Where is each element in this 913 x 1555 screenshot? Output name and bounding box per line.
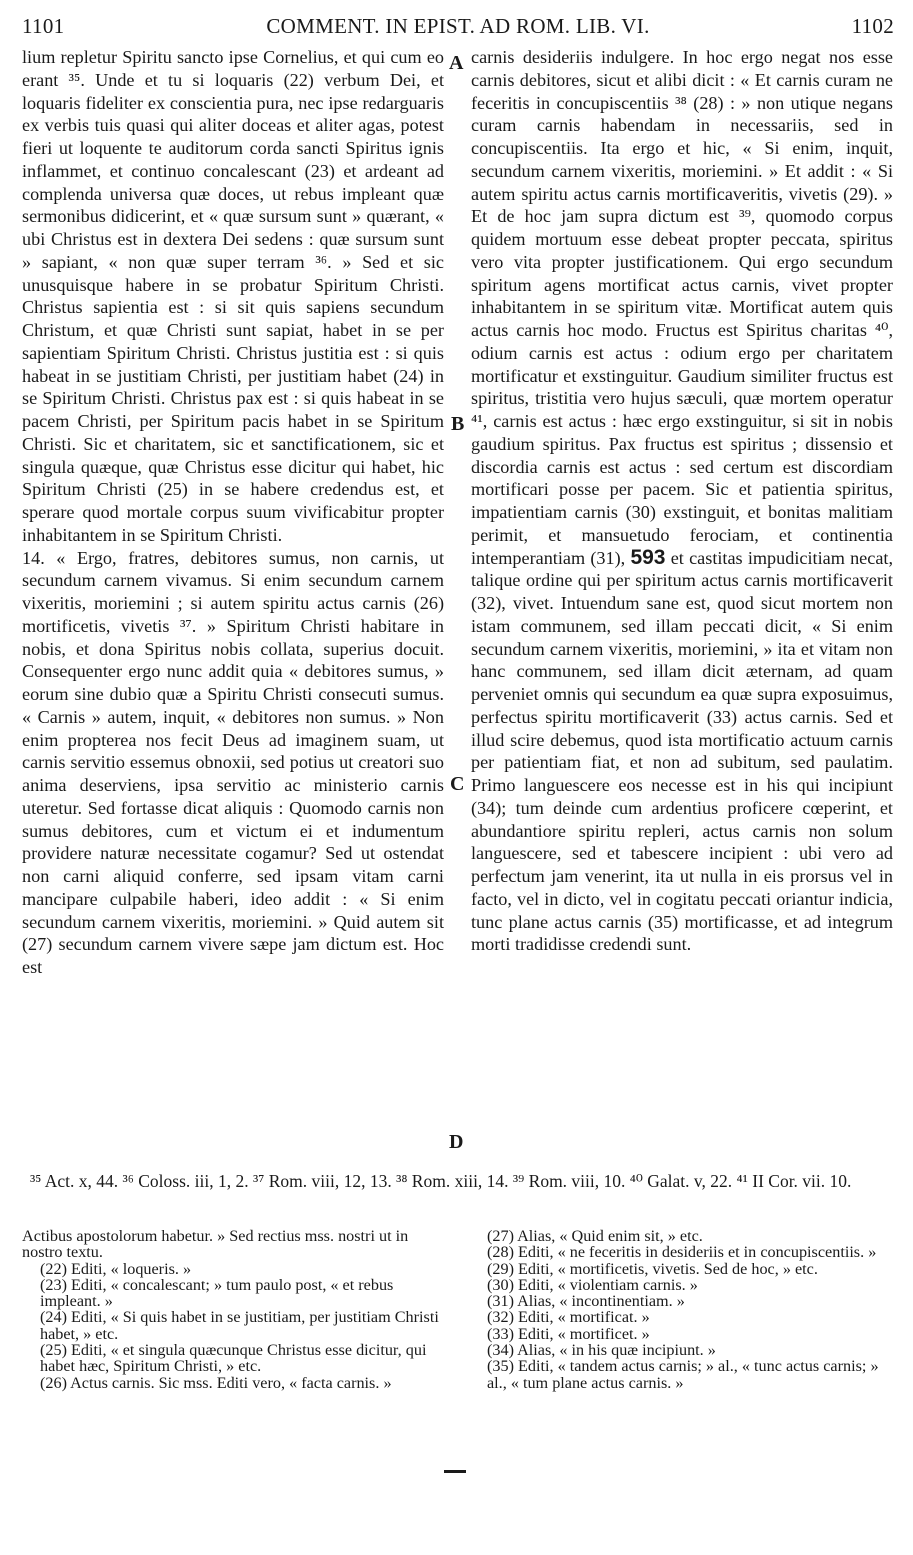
footnote: (31) Alias, « incontinentiam. » <box>487 1292 685 1311</box>
footnote: (22) Editi, « loqueris. » <box>40 1259 192 1278</box>
paragraph-14: 14. « Ergo, fratres, debitores sumus, non carnis, ut secundum carnem vivamus. Si enim secundum carnem vixeritis, moriemini ; si autem spiritu actus carnis (26) mortificetis, vivetis ³⁷. » Spiritum Christi habitare in nobis, et dona Spiritus nobis collata, superius docuit. Consequenter ergo nunc addit quia « debitores sumus, » eorum sine dubio quæ a Spiritu Christi consecuti sumus. « Carnis » autem, inquit, « debitores non sumus. » Non enim propterea nos fecit Deus ad imaginem suam, ut carnis servitio essemus obnoxii, sed potius ut creatori suo anima deserviens, ipsa servitio ac ministerio carnis uteretur. Sed fortasse dicat aliquis : Quomodo carnis non sumus debitores, cum et victum ei et indumentum providere naturæ necessitate cogamur? Sed ut ostendat non carni aliquid conferre, sed ipsam vitam carni mancipare culpabile haberi, ideo addit : « Si enim secundum carnem vixeritis, moriemini. » Quid autem sit (27) secundum carnem vivere sæpe jam dictum est. Hoc est <box>22 547 444 977</box>
margin-letter-a: A <box>449 52 464 74</box>
footnote: (35) Editi, « tandem actus carnis; » al., « tunc actus carnis; » al., « tum plane actus carnis. » <box>487 1357 879 1392</box>
footnote: (25) Editi, « et singula quæcunque Christus esse dicitur, qui habet hæc, Spiritum Christi, » etc. <box>40 1341 427 1376</box>
footnote: (26) Actus carnis. Sic mss. Editi vero, « facta carnis. » <box>40 1373 392 1392</box>
right-paragraph <box>471 46 893 956</box>
margin-letter-c: C <box>450 773 465 795</box>
footnotes-left <box>22 1228 442 1391</box>
footnote: (23) Editi, « concalescant; » tum paulo post, « et rebus impleant. » <box>40 1275 394 1311</box>
footnote: (29) Editi, « mortificetis, vivetis. Sed de hoc, » etc. <box>487 1259 818 1278</box>
footnote: (33) Editi, « mortificet. » <box>487 1324 650 1343</box>
page-number-left: 1101 <box>22 14 65 38</box>
running-header <box>22 14 894 42</box>
end-rule <box>444 1470 466 1473</box>
right-text-column <box>471 46 893 956</box>
scripture-references: ³⁵ Act. x, 44. ³⁶ Coloss. iii, 1, 2. ³⁷ Rom. viii, 12, 13. ³⁸ Rom. xiii, 14. ³⁹ Rom. viii, 10. ⁴⁰ Galat. v, 22. ⁴¹ II Cor. vii. 10. <box>30 1171 852 1191</box>
left-text-column <box>22 46 444 979</box>
footnote: (27) Alias, « Quid enim sit, » etc. <box>487 1227 703 1245</box>
footnote: Actibus apostolorum habetur. » Sed rectius mss. nostri ut in nostro textu. <box>22 1227 409 1262</box>
footnote: (34) Alias, « in his quæ incipiunt. » <box>487 1341 716 1360</box>
right-paragraph-part-2: et castitas impudicitiam necat, talique ordine qui per spiritum actus carnis mortificaverit (32), vivet. Intuendum sane est, quod sicut mortem non istam communem, sed illam peccati dicit, « Si enim secundum carnem vixeritis, moriemini, » ita et vitam non hanc communem, sed illam dicit æternam, ad quam perveniet omnis qui secundum ea quæ supra exposuimus, perfectus spiritu mortificaverit (33) actus carnis. Sed et illud scire debemus, quod ista mortificatio actuum carnis per patientiam fiat, et non ad subitum, sed paulatim. Primo languescere eos necesse est in his qui incipiunt (34); tum deinde cum ardentius proficere cœperint, et abundantiore spiritu repleri, actus carnis non solum languescere, sed et tabescere incipient : ubi vero ad perfectum jam venerint, ita ut nulla in eis prorsus vel in facto, vel in dicto, vel in cogitatu peccati oriantur indicia, tunc plane actus carnis (35) mortificasse, et ad integrum morti tradidisse credendi sunt. <box>471 547 893 955</box>
margin-letter-b: B <box>451 413 465 435</box>
footnote: (24) Editi, « Si quis habet in se justitiam, per justitiam Christi habet, » etc. <box>40 1308 439 1343</box>
right-paragraph-part-1: carnis desideriis indulgere. In hoc ergo negat nos esse carnis debitores, sicut et alibi dicit : « Et carnis curam ne feceritis in concupiscentiis ³⁸ (28) : » non utique negans curam carnis habendam in necessariis, sed in concupiscentiis. Ita ergo et hic, « Si enim, inquit, secundum carnem vixeritis, moriemini. » Et addit : « Si autem spiritu actus carnis mortificaveritis, vivetis (29). » Et de hoc jam supra dictum est ³⁹, quomodo corpus quidem mortuum esse debeat propter peccata, spiritus vero vita propter justificationem. Qui ergo secundum spiritum agens mortificat actus carnis, vivet propter inhabitantem in se spiritum vitæ. Mortificat autem quis actus carnis hoc modo. Fructus est Spiritus charitas ⁴⁰, odium carnis est actus : odium ergo per charitatem mortificatur et exstinguitur. Gaudium similiter fructus est spiritus, tristitia vero hujus sæculi, quæ mortem operatur ⁴¹, carnis est actus : hæc ergo exstinguitur, si sit in nobis gaudium spiritus. Pax fructus est spiritus ; dissensio et discordia carnis est actus : sed certum est discordiam mortificari posse per pacem. Sic et patientia spiritus, impatientiam carnis (30) exstinguit, et bonitas malitiam perimit, et mansuetudo ferociam, et continentia intemperantiam (31), <box>471 47 893 568</box>
footnote: (30) Editi, « violentiam carnis. » <box>487 1275 698 1294</box>
footnote: (28) Editi, « ne feceritis in desideriis et in concupiscentiis. » <box>487 1243 877 1262</box>
paragraph-13: lium repletur Spiritu sancto ipse Cornelius, et qui cum eo erant ³⁵. Unde et tu si loquaris (22) verbum Dei, et loquaris fideliter ex conscientia pura, nec ipse redarguaris ex verbis tuis quasi qui aliter doceas et aliter agas, potest fieri ut loquente te auditorum corda sancti Spiritus ignis inflammet, et continuo concalescant (23) et ardeant ad complenda universa quæ doces, ut rebus impleant quæ sermonibus didicerint, et « quæ sursum sunt » quærant, « ubi Christus est in dextera Dei sedens : quæ sursum sunt » sapiant, « non quæ super terram ³⁶. » Sed et sic unusquisque habere in se probatur Spiritum Christi. Christus sapientia est : si sit quis sapiens secundum Christum, et quæ Christi sunt sapiat, habet in se per sapientiam Spiritum Christi. Christus justitia est : si quis habeat in se justitiam Christi, per justitiam habet (24) in se Spiritum Christi. Christus pax est : si quis habeat in se pacem Christi, per Spiritum pacis habet in se Spiritum Christi. Sic et charitatem, sic et sanctificationem, sic et singula quæque, quæ Christus esse dicitur qui habet, hic Spiritum Christi (25) in se habere credendus est, et sperare quod mortale corpus suum vivificabitur propter inhabitantem in se Spiritum Christi. <box>22 47 444 545</box>
running-title: COMMENT. IN EPIST. AD ROM. LIB. VI. <box>266 14 650 38</box>
column-number: 593 <box>630 545 666 569</box>
page-number-right: 1102 <box>851 14 894 38</box>
footnotes-right <box>487 1228 892 1391</box>
margin-letter-d: D <box>449 1131 464 1153</box>
footnote: (32) Editi, « mortificat. » <box>487 1308 650 1327</box>
